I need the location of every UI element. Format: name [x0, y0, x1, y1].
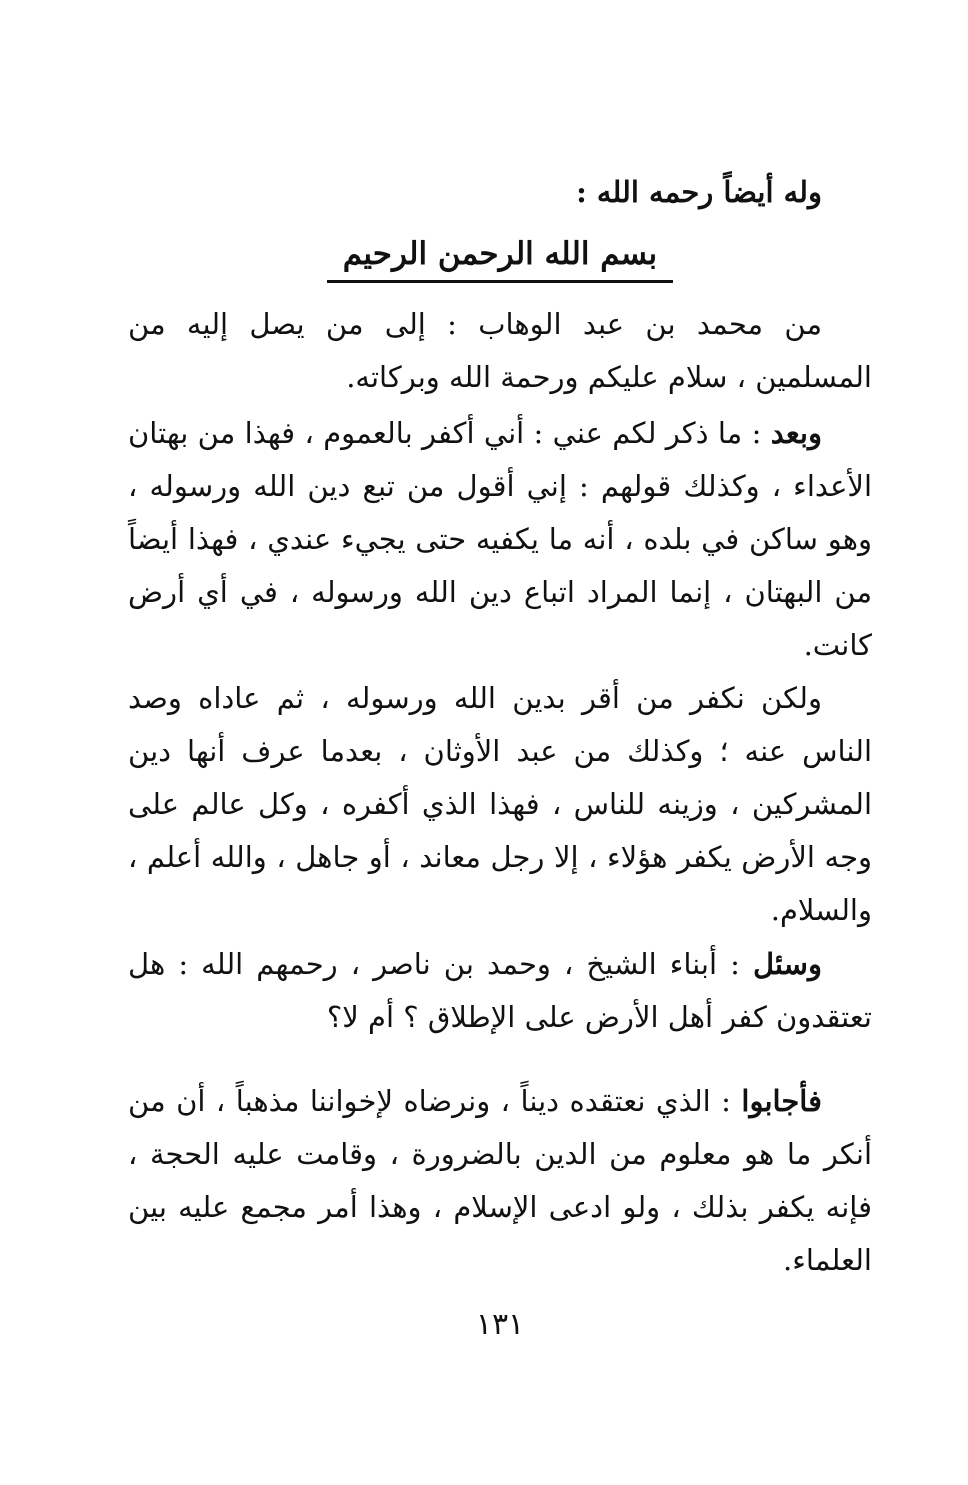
paragraph-question — [128, 938, 872, 1044]
paragraph-text: : ما ذكر لكم عني : أني أكفر بالعموم ، فهذا من بهتان الأعداء ، وكذلك قولهم : إني أقول من تبع دين الله ورسوله ، وهو ساكن في بلده ، أنه ما يكفيه حتى يجيء عندي ، فهذا أيضاً من البهتان ، إنما المراد اتباع دين الله ورسوله ، في أي أرض كانت. — [128, 416, 872, 662]
paragraph-refutation — [128, 407, 872, 672]
paragraph-text: من محمد بن عبد الوهاب : إلى من يصل إليه من المسلمين ، سلام عليكم ورحمة الله وبركاته. — [128, 307, 872, 394]
book-page — [128, 0, 872, 1485]
paragraph-text: ولكن نكفر من أقر بدين الله ورسوله ، ثم عاداه وصد الناس عنه ؛ وكذلك من عبد الأوثان ، بعدما عرف أنها دين المشركين ، وزينه للناس ، فهذا الذي أكفره ، وكل عالم على وجه الأرض يكفر هؤلاء ، إلا رجل معاند ، أو جاهل ، والله أعلم ، والسلام. — [128, 681, 872, 927]
paragraph-clarification — [128, 672, 872, 937]
paragraph-greeting — [128, 298, 872, 404]
paragraph-lead: وسئل — [752, 947, 822, 981]
paragraph-lead: وبعد — [770, 416, 822, 450]
paragraph-text: : الذي نعتقده ديناً ، ونرضاه لإخواننا مذهباً ، أن من أنكر ما هو معلوم من الدين بالضرورة ، وقامت عليه الحجة ، فإنه يكفر بذلك ، ولو ادعى الإسلام ، وهذا أمر مجمع عليه بين العلماء. — [128, 1084, 872, 1277]
paragraph-text: : أبناء الشيخ ، وحمد بن ناصر ، رحمهم الله : هل تعتقدون كفر أهل الأرض على الإطلاق ؟ أم لا؟ — [128, 947, 872, 1034]
basmala-text: بسم الله الرحمن الرحيم — [327, 230, 673, 283]
section-heading: وله أيضاً رحمه الله : — [576, 175, 822, 209]
basmala-calligraphy — [128, 230, 872, 283]
paragraph-lead: فأجابوا — [741, 1084, 822, 1118]
paragraph-answer — [128, 1075, 872, 1287]
page-number: ١٣١ — [475, 1307, 525, 1342]
